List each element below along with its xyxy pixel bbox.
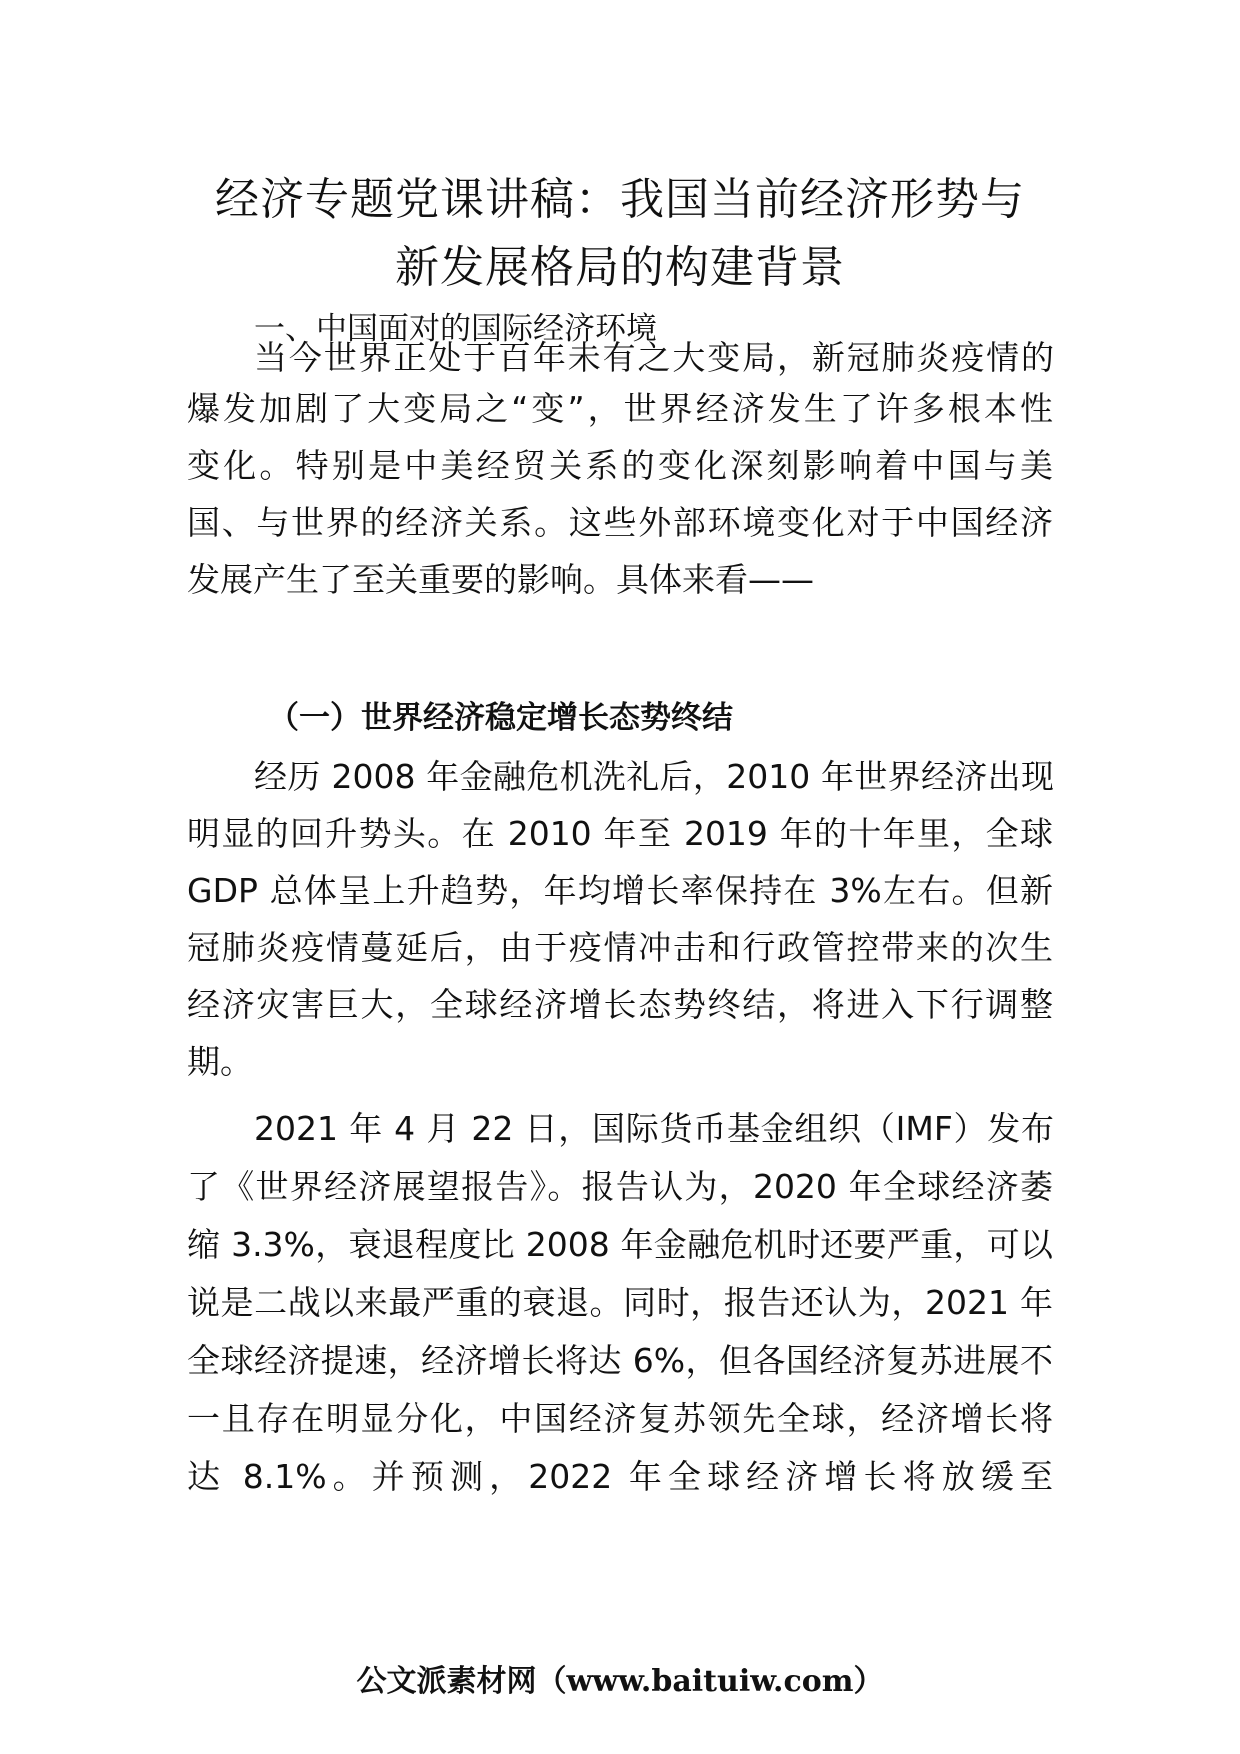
paragraph-2-line: GDP 总体呈上升趋势，年均增长率保持在 3%左右。但新 xyxy=(187,871,1053,910)
paragraph-3-line: 缩 3.3%，衰退程度比 2008 年金融危机时还要严重，可以 xyxy=(187,1225,1053,1264)
document-title-line-1: 经济专题党课讲稿：我国当前经济形势与 xyxy=(215,174,1025,225)
paragraph-3-line: 一且存在明显分化，中国经济复苏领先全球，经济增长将 xyxy=(187,1399,1053,1438)
paragraph-3-line: 说是二战以来最严重的衰退。同时，报告还认为，2021 年 xyxy=(187,1283,1053,1322)
paragraph-1-line: 发展产生了至关重要的影响。具体来看—— xyxy=(187,560,814,599)
paragraph-2-line: 期。 xyxy=(187,1042,253,1081)
paragraph-1-line: 当今世界正处于百年未有之大变局，新冠肺炎疫情的 xyxy=(254,338,1054,377)
paragraph-2-line: 冠肺炎疫情蔓延后，由于疫情冲击和行政管控带来的次生 xyxy=(187,928,1053,967)
paragraph-1-line: 国、与世界的经济关系。这些外部环境变化对于中国经济 xyxy=(187,503,1053,542)
paragraph-3-line: 2021 年 4 月 22 日，国际货币基金组织（IMF）发布 xyxy=(254,1109,1054,1148)
paragraph-1-line: 变化。特别是中美经贸关系的变化深刻影响着中国与美 xyxy=(187,446,1053,485)
paragraph-2-line: 明显的回升势头。在 2010 年至 2019 年的十年里，全球 xyxy=(187,814,1053,853)
paragraph-2-line: 经历 2008 年金融危机洗礼后，2010 年世界经济出现 xyxy=(254,757,1054,796)
paragraph-3-line: 全球经济提速，经济增长将达 6%，但各国经济复苏进展不 xyxy=(187,1341,1053,1380)
section-heading: 一、中国面对的国际经济环境 xyxy=(254,311,657,347)
paragraph-1-line: 爆发加剧了大变局之“变”，世界经济发生了许多根本性 xyxy=(187,389,1053,428)
paragraph-2-line: 经济灾害巨大，全球经济增长态势终结，将进入下行调整 xyxy=(187,985,1053,1024)
footer-watermark: 公文派素材网（www.baituiw.com） xyxy=(356,1664,884,1699)
paragraph-3-line: 了《世界经济展望报告》。报告认为，2020 年全球经济萎 xyxy=(187,1167,1053,1206)
document-title-line-2: 新发展格局的构建背景 xyxy=(395,242,845,293)
paragraph-3-line: 达 8.1%。并预测，2022 年全球经济增长将放缓至 xyxy=(187,1457,1053,1496)
sub-heading: （一）世界经济稳定增长态势终结 xyxy=(268,700,733,736)
